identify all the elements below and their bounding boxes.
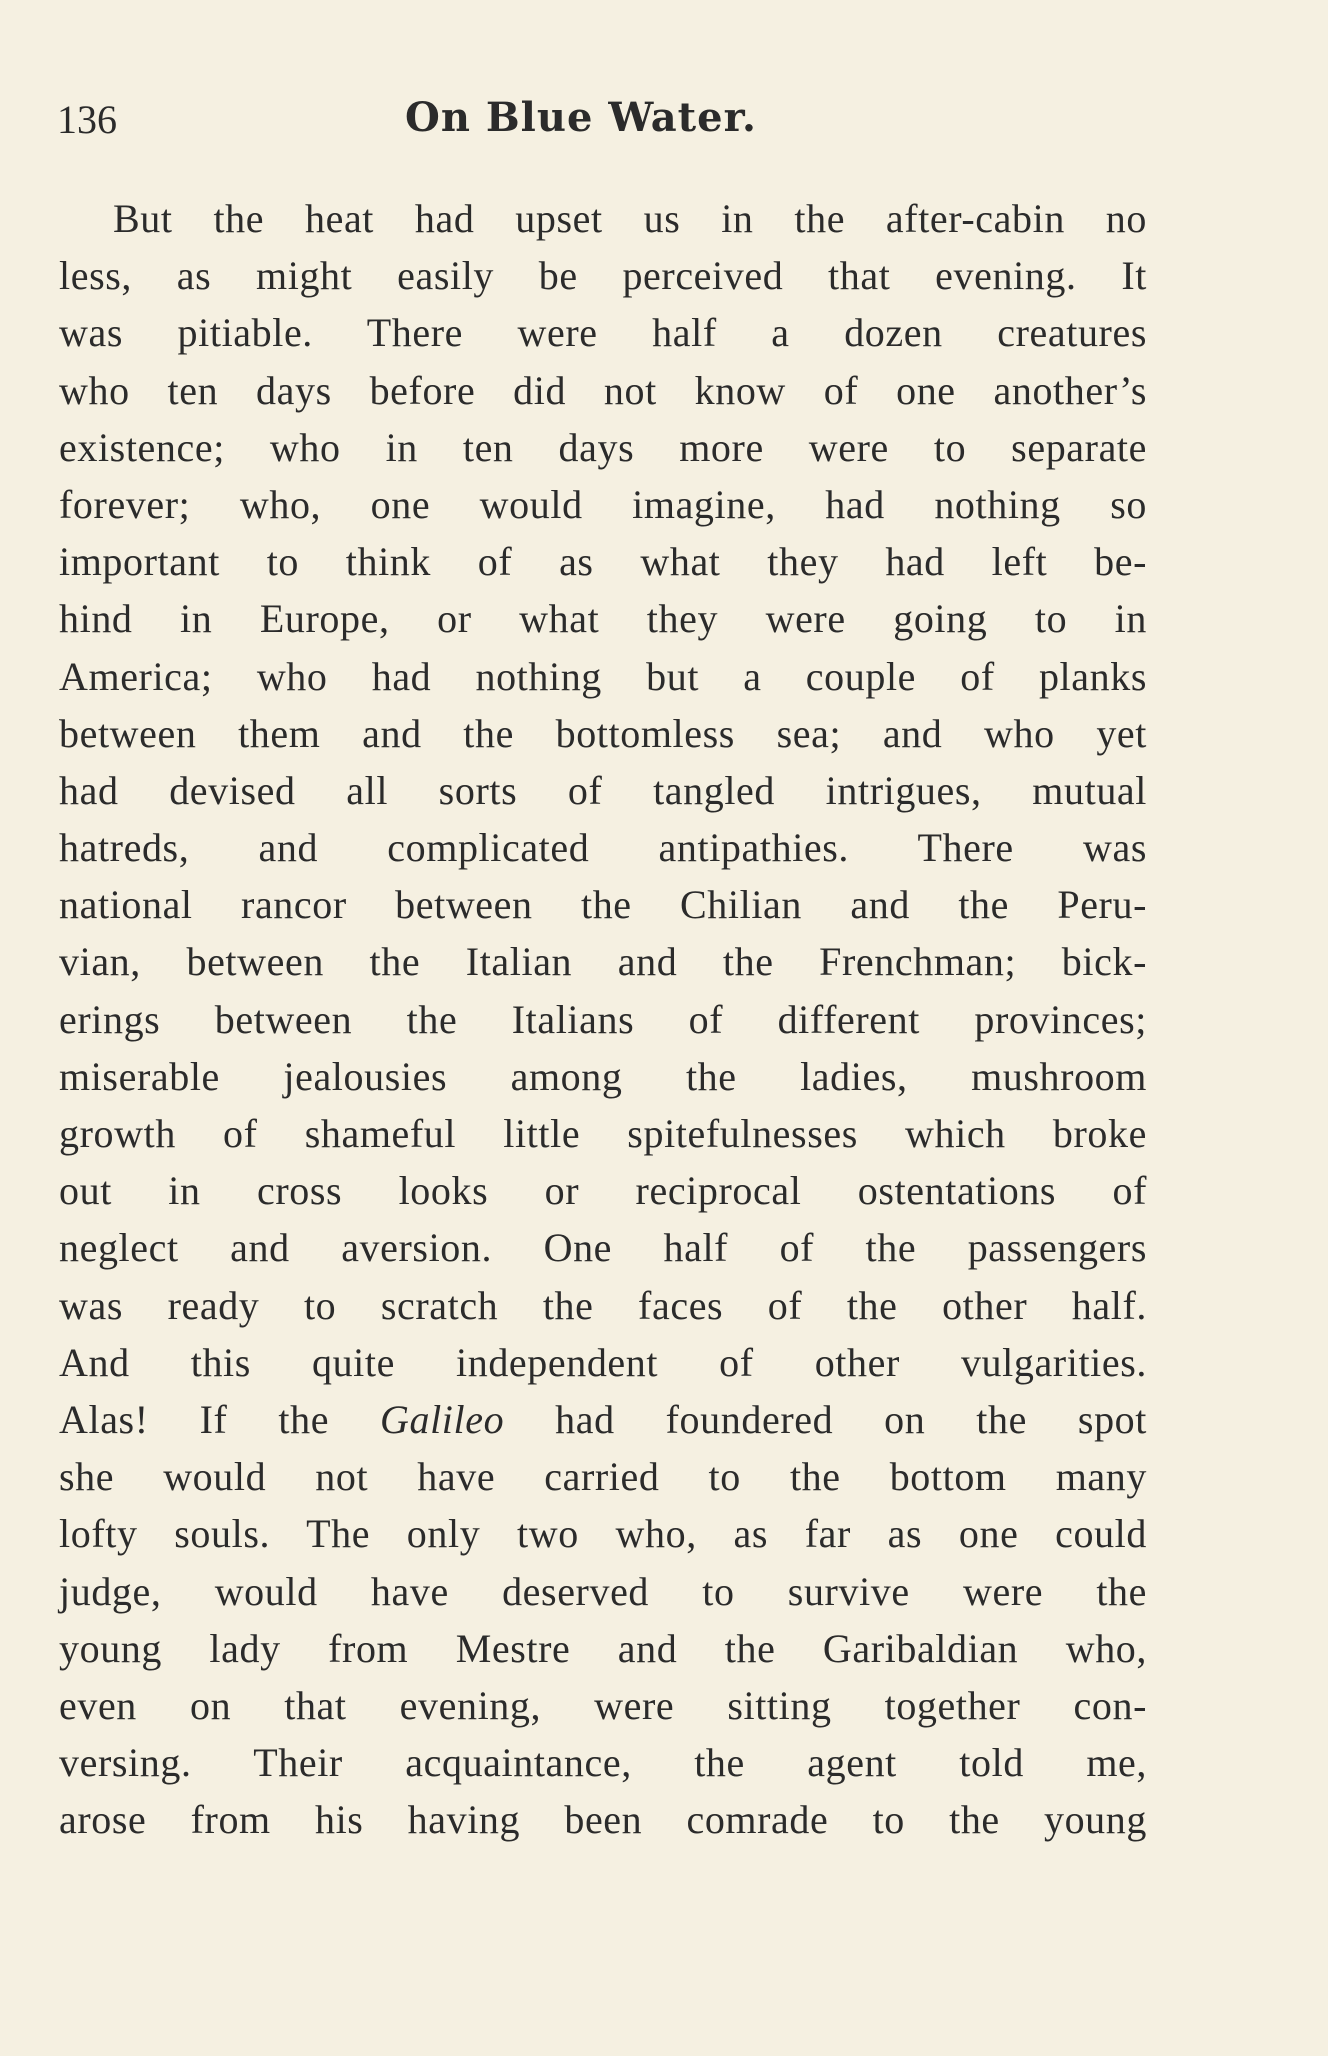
text-line: And this quite independent of other vulgarities. [59,1339,1147,1385]
text-line: out in cross looks or reciprocal ostentations of [59,1168,1147,1214]
body-text [59,190,1147,1848]
page-number: 136 [57,97,117,142]
text-line: hind in Europe, or what they were going to in [59,596,1147,642]
text-line: was ready to scratch the faces of the other half. [59,1282,1147,1328]
text-before-ship-name: Alas! If the [59,1396,380,1442]
ship-name: Galileo [380,1396,505,1442]
running-title: On Blue Water. [405,94,757,141]
text-line: versing. Their acquaintance, the agent told me, [59,1740,1147,1786]
text-line-with-ship-name [59,1391,1147,1448]
text-line: neglect and aversion. One half of the passengers [59,1225,1147,1271]
text-line: between them and the bottomless sea; and who yet [59,710,1147,756]
text-line: had devised all sorts of tangled intrigues, mutual [59,767,1147,813]
text-line: lofty souls. The only two who, as far as one could [59,1511,1147,1557]
text-line: important to think of as what they had left be- [59,539,1147,585]
text-line: vian, between the Italian and the Frenchman; bick- [59,939,1147,985]
text-line: hatreds, and complicated antipathies. There was [59,825,1147,871]
text-line: less, as might easily be perceived that evening. It [59,253,1147,299]
text-line: she would not have carried to the bottom many [59,1454,1147,1500]
text-line: forever; who, one would imagine, had nothing so [59,481,1147,527]
text-line: miserable jealousies among the ladies, mushroom [59,1053,1147,1099]
text-after-ship-name: had foundered on the spot [504,1396,1147,1442]
text-line: young lady from Mestre and the Garibaldian who, [59,1625,1147,1671]
text-line: was pitiable. There were half a dozen creatures [59,310,1147,356]
text-line: judge, would have deserved to survive were the [59,1568,1147,1614]
text-line: arose from his having been comrade to the young [59,1797,1147,1843]
text-line: erings between the Italians of different provinces; [59,996,1147,1042]
text-line: existence; who in ten days more were to separate [59,424,1147,470]
text-line: But the heat had upset us in the after-cabin no [113,196,1147,241]
text-line: national rancor between the Chilian and the Peru- [59,882,1147,928]
text-line: America; who had nothing but a couple of planks [59,653,1147,699]
text-line: even on that evening, were sitting together con- [59,1682,1147,1728]
text-line: who ten days before did not know of one another’s [59,367,1147,413]
text-line: growth of shameful little spitefulnesses which broke [59,1111,1147,1156]
